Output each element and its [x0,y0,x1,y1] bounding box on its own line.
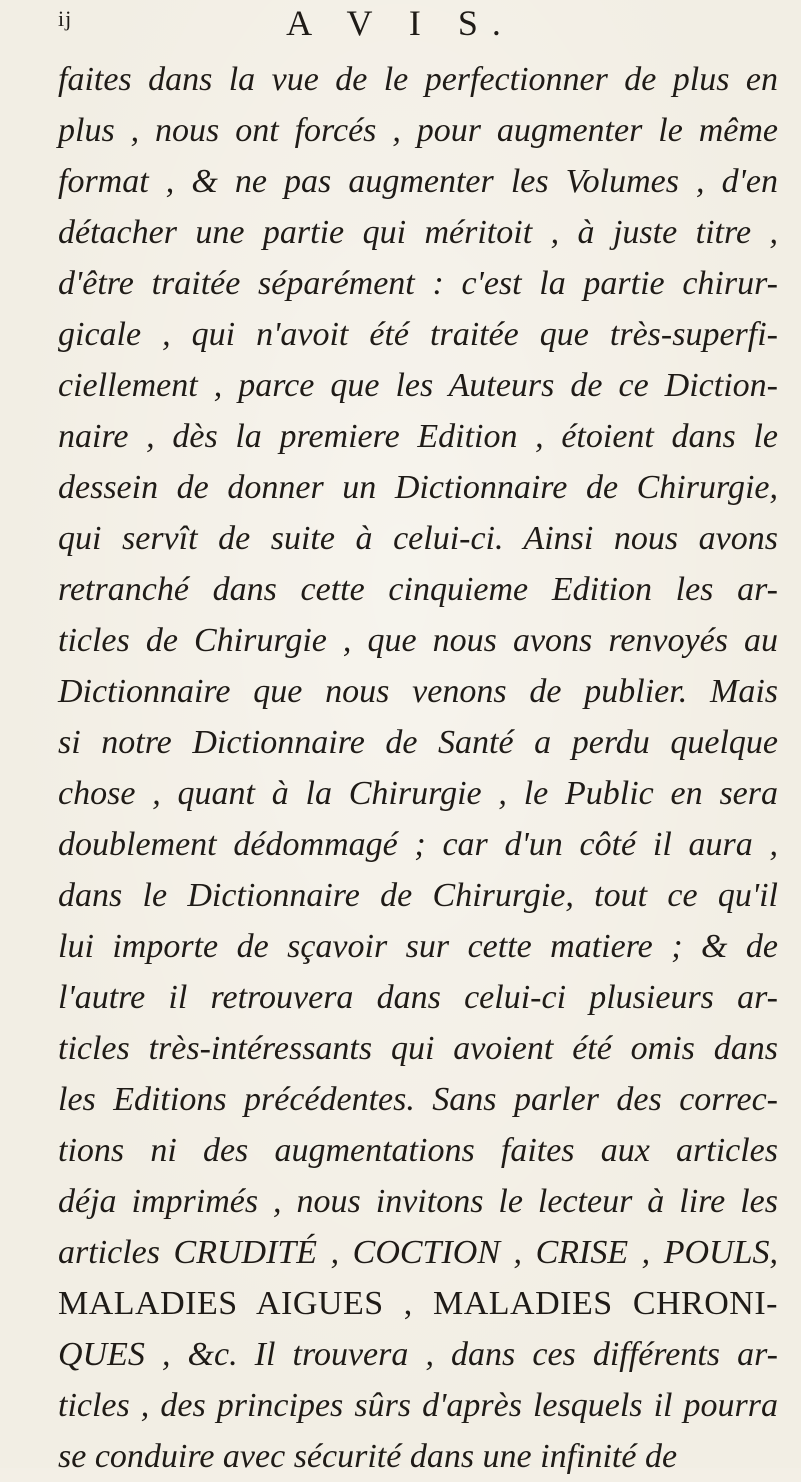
text-line: doublement dédommagé ; car d'un côté il aura , [58,826,778,863]
text-line: détacher une partie qui méritoit , à juste titre , [58,214,778,251]
text-line: dans le Dictionnaire de Chirurgie, tout ce qu'il [58,877,778,914]
text-line: d'être traitée séparément : c'est la partie chirur- [58,265,778,302]
text-line: naire , dès la premiere Edition , étoient dans le [58,418,778,455]
text-line: se conduire avec sécurité dans une infinité de [58,1438,678,1475]
text-line: lui importe de sçavoir sur cette matiere ; & de [58,928,778,965]
text-line: faites dans la vue de le perfectionner de plus en [58,61,778,98]
text-line: format , & ne pas augmenter les Volumes , d'en [58,163,778,200]
text-line: si notre Dictionnaire de Santé a perdu quelque [58,724,778,761]
text-line: retranché dans cette cinquieme Edition les ar- [58,571,778,608]
text-line: ticles de Chirurgie , que nous avons renvoyés au [58,622,778,659]
text-line: dessein de donner un Dictionnaire de Chirurgie, [58,469,778,506]
page-folio: ij [58,6,73,31]
text-line: ticles , des principes sûrs d'après lesquels il pourra [58,1387,778,1424]
text-line: ticles très-intéressants qui avoient été omis dans [58,1030,778,1067]
text-line: déja imprimés , nous invitons le lecteur à lire les [58,1183,778,1220]
text-line: tions ni des augmentations faites aux articles [58,1132,778,1169]
body-text [58,54,778,1482]
text-line: ciellement , parce que les Auteurs de ce Diction- [58,367,778,404]
text-line: gicale , qui n'avoit été traitée que très-superfi- [58,316,778,353]
text-line: Dictionnaire que nous venons de publier. Mais [58,673,778,710]
text-line: articles CRUDITÉ , COCTION , CRISE , POULS, [58,1234,778,1271]
text-line: chose , quant à la Chirurgie , le Public en sera [58,775,778,812]
running-head-title: A V I S. [286,3,515,43]
text-line: qui servît de suite à celui-ci. Ainsi nous avons [58,520,778,557]
text-line: l'autre il retrouvera dans celui-ci plusieurs ar- [58,979,778,1016]
text-line: QUES , &c. Il trouvera , dans ces différents ar- [58,1336,778,1373]
text-line: les Editions précédentes. Sans parler des correc- [58,1081,778,1118]
text-line: plus , nous ont forcés , pour augmenter le même [58,112,778,149]
text-line: MALADIES AIGUES , MALADIES CHRONI- [58,1285,778,1322]
